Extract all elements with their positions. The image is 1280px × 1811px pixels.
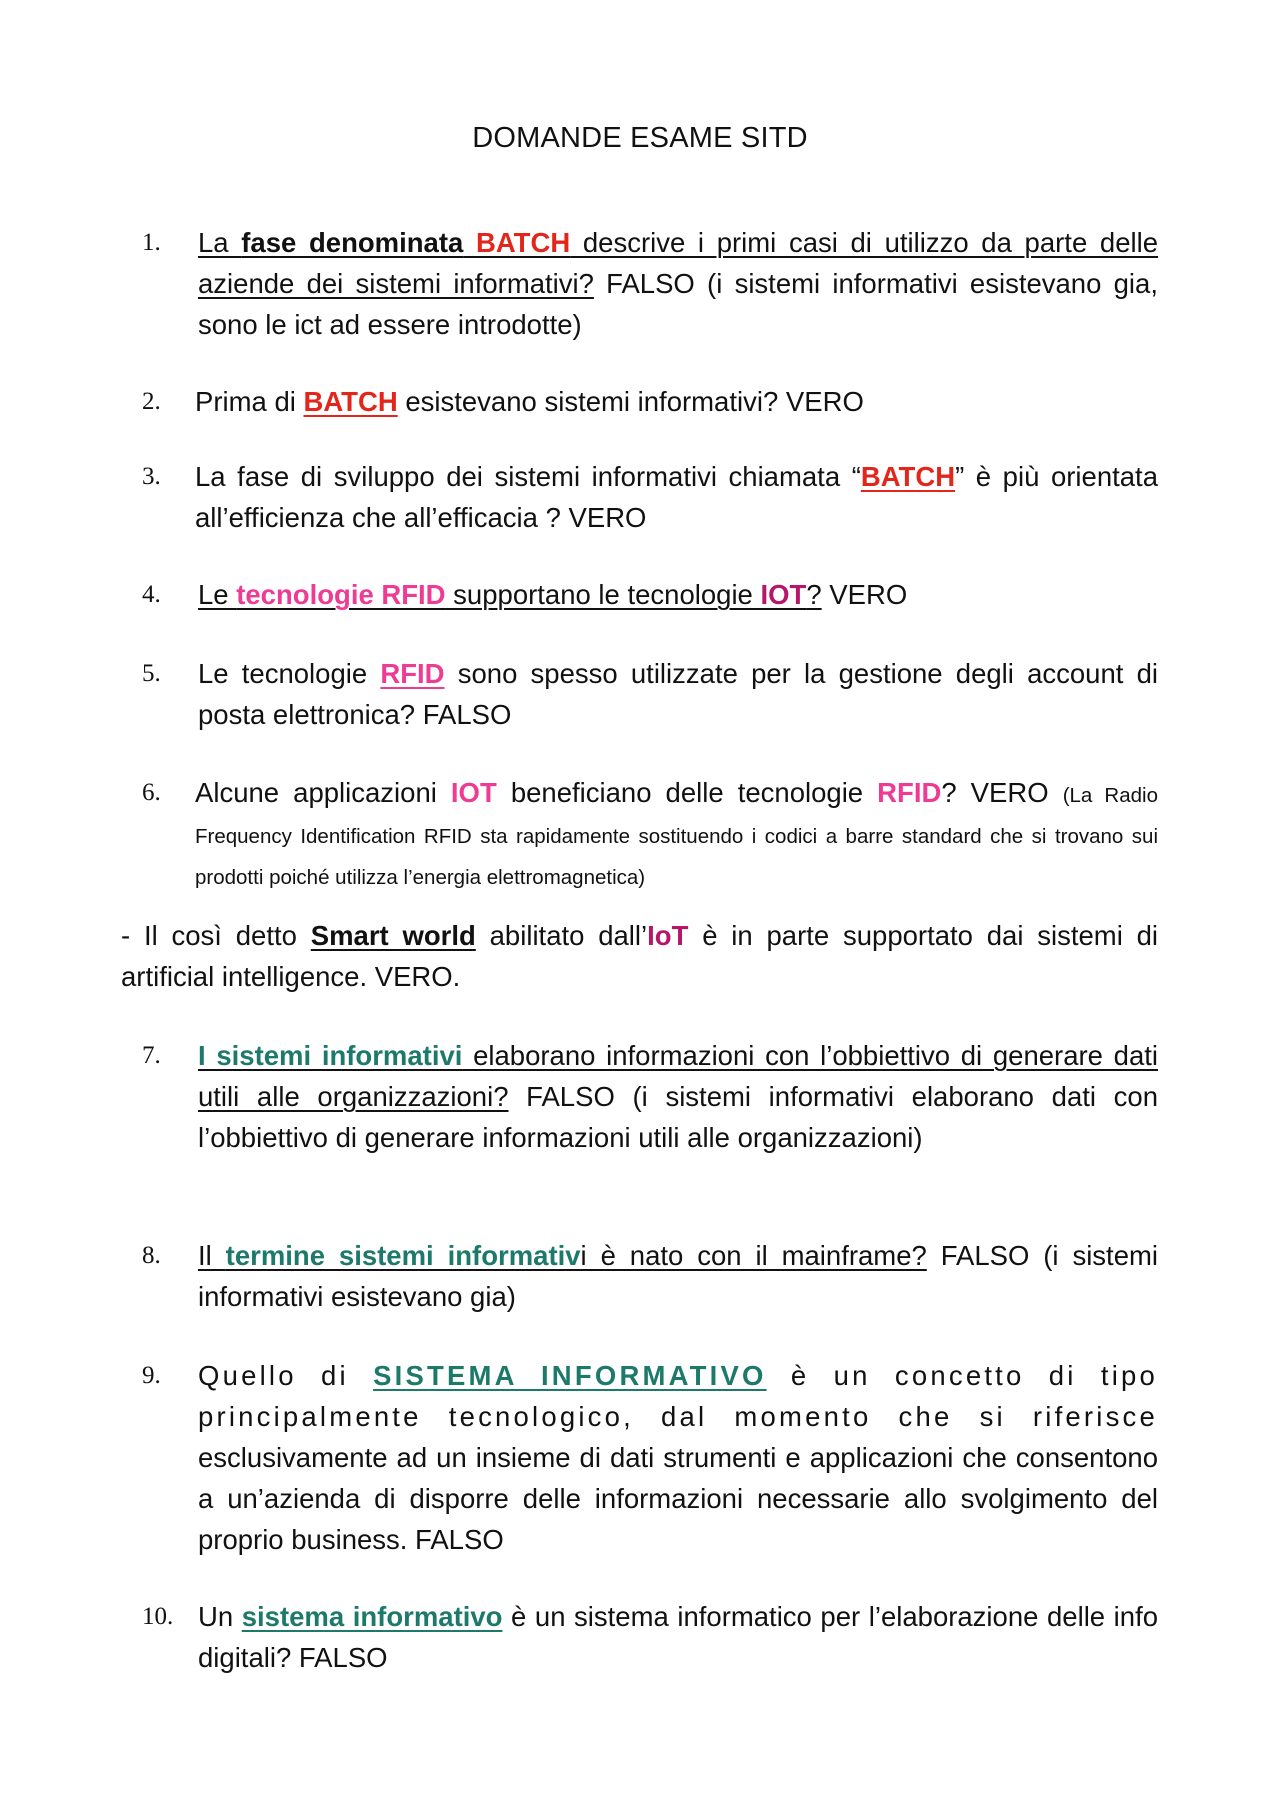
q1-text-e: descrive i primi casi di utilizzo da parte delle aziende dei sistemi informativi? bbox=[198, 227, 1159, 299]
question-2 bbox=[195, 381, 1155, 422]
q6-keyword-iot: IOT bbox=[450, 777, 497, 808]
q8-answer: FALSO (i sistemi informativi esistevano gia) bbox=[198, 1240, 1159, 1312]
q1-text-a: La bbox=[198, 227, 242, 258]
q1-answer: FALSO (i sistemi informativi esistevano gia, sono le ict ad essere introdotte) bbox=[198, 268, 1158, 340]
question-1 bbox=[198, 222, 1158, 345]
question-6 bbox=[195, 772, 1158, 895]
question-8 bbox=[198, 1235, 1158, 1317]
q3-text-a: La fase di sviluppo dei sistemi informativi chiamata “ bbox=[195, 461, 861, 492]
q9-text-c: è un concetto di tipo principalmente tecnologico, dal momento che si riferisce bbox=[198, 1360, 1158, 1432]
q8-keyword-termine: termine sistemi informativ bbox=[225, 1240, 581, 1271]
question-5 bbox=[198, 653, 1158, 735]
note-text-c: abilitato dall’ bbox=[475, 920, 648, 951]
note-paragraph bbox=[121, 915, 1158, 997]
q3-text-c: ” è più orientata all’efficienza che all’efficacia ? VERO bbox=[195, 461, 1158, 533]
question-number-1: 1. bbox=[142, 229, 161, 256]
q7-answer: FALSO (i sistemi informativi elaborano dati con l’obbiettivo di generare informazioni utili alle organizzazioni) bbox=[198, 1081, 1158, 1153]
q9-text-a: Quello di bbox=[198, 1360, 374, 1391]
question-4 bbox=[198, 574, 1158, 615]
q5-text-a: Le tecnologie bbox=[198, 658, 381, 689]
q4-underlined bbox=[198, 579, 822, 610]
question-number-2: 2. bbox=[142, 388, 161, 415]
q1-keyword-batch: BATCH bbox=[475, 227, 571, 258]
question-number-10: 10. bbox=[142, 1603, 174, 1630]
q2-text-c: esistevano sistemi informativi? VERO bbox=[397, 386, 864, 417]
q8-text-c: i è nato con il mainframe? bbox=[580, 1240, 927, 1271]
q6-text-a: Alcune applicazioni bbox=[195, 777, 451, 808]
note-text-e: è in parte supportato dai sistemi di artificial intelligence. VERO. bbox=[121, 920, 1159, 992]
q7-text-b: elaborano informazioni con l’obbiettivo di generare dati utili alle organizzazioni? bbox=[198, 1040, 1158, 1112]
question-number-3: 3. bbox=[142, 463, 161, 490]
q4-answer: VERO bbox=[821, 579, 908, 610]
note-text-a: - Il così detto bbox=[121, 920, 311, 951]
question-number-4: 4. bbox=[142, 581, 161, 608]
question-number-7: 7. bbox=[142, 1042, 161, 1069]
q6-answer: ? VERO bbox=[941, 777, 1063, 808]
question-7 bbox=[198, 1035, 1158, 1158]
q9-spaced bbox=[198, 1360, 1158, 1432]
note-keyword-smart-world: Smart world bbox=[310, 920, 476, 951]
q10-text-c: è un sistema informatico per l’elaborazione delle info digitali? FALSO bbox=[198, 1601, 1158, 1673]
q6-keyword-rfid: RFID bbox=[877, 777, 942, 808]
page-title: DOMANDE ESAME SITD bbox=[472, 122, 808, 154]
question-number-6: 6. bbox=[142, 779, 161, 806]
q2-keyword-batch: BATCH bbox=[303, 386, 398, 417]
note-keyword-iot: IoT bbox=[647, 920, 689, 951]
q10-keyword-sistema: sistema informativo bbox=[241, 1601, 503, 1632]
q5-keyword-rfid: RFID bbox=[380, 658, 445, 689]
q9-keyword-sistema: SISTEMA INFORMATIVO bbox=[373, 1360, 767, 1391]
question-3 bbox=[195, 456, 1158, 538]
q4-keyword-rfid: tecnologie RFID bbox=[236, 579, 446, 610]
question-9 bbox=[198, 1355, 1158, 1560]
question-number-5: 5. bbox=[142, 660, 161, 687]
q4-text-a: Le bbox=[198, 579, 237, 610]
q8-underlined bbox=[198, 1240, 927, 1271]
q2-text-a: Prima di bbox=[195, 386, 304, 417]
q4-keyword-iot: IOT bbox=[760, 579, 807, 610]
q4-question-mark: ? bbox=[806, 579, 822, 610]
q8-text-a: Il bbox=[198, 1240, 226, 1271]
question-number-9: 9. bbox=[142, 1362, 161, 1389]
q6-explanation: (La Radio Frequency Identification RFID sta rapidamente sostituendo i codici a barre standard che si trovano sui prodotti poiché utilizza l’energia elettromagnetica) bbox=[195, 784, 1158, 889]
q1-keyword-fase: fase denominata bbox=[241, 227, 464, 258]
q5-text-c: sono spesso utilizzate per la gestione degli account di posta elettronica? FALSO bbox=[198, 658, 1158, 730]
q9-text-d: esclusivamente ad un insieme di dati strumenti e applicazioni che consentono a un’azienda di disporre delle informazioni necessarie allo svolgimento del proprio business. FALSO bbox=[198, 1442, 1158, 1555]
q10-text-a: Un bbox=[198, 1601, 242, 1632]
q7-keyword-sistemi: I sistemi informativi bbox=[198, 1040, 463, 1071]
q3-keyword-batch: BATCH bbox=[860, 461, 956, 492]
q6-text-c: beneficiano delle tecnologie bbox=[496, 777, 878, 808]
question-10 bbox=[198, 1596, 1158, 1678]
question-number-8: 8. bbox=[142, 1242, 161, 1269]
q4-text-c: supportano le tecnologie bbox=[445, 579, 761, 610]
q1-space bbox=[463, 227, 476, 258]
